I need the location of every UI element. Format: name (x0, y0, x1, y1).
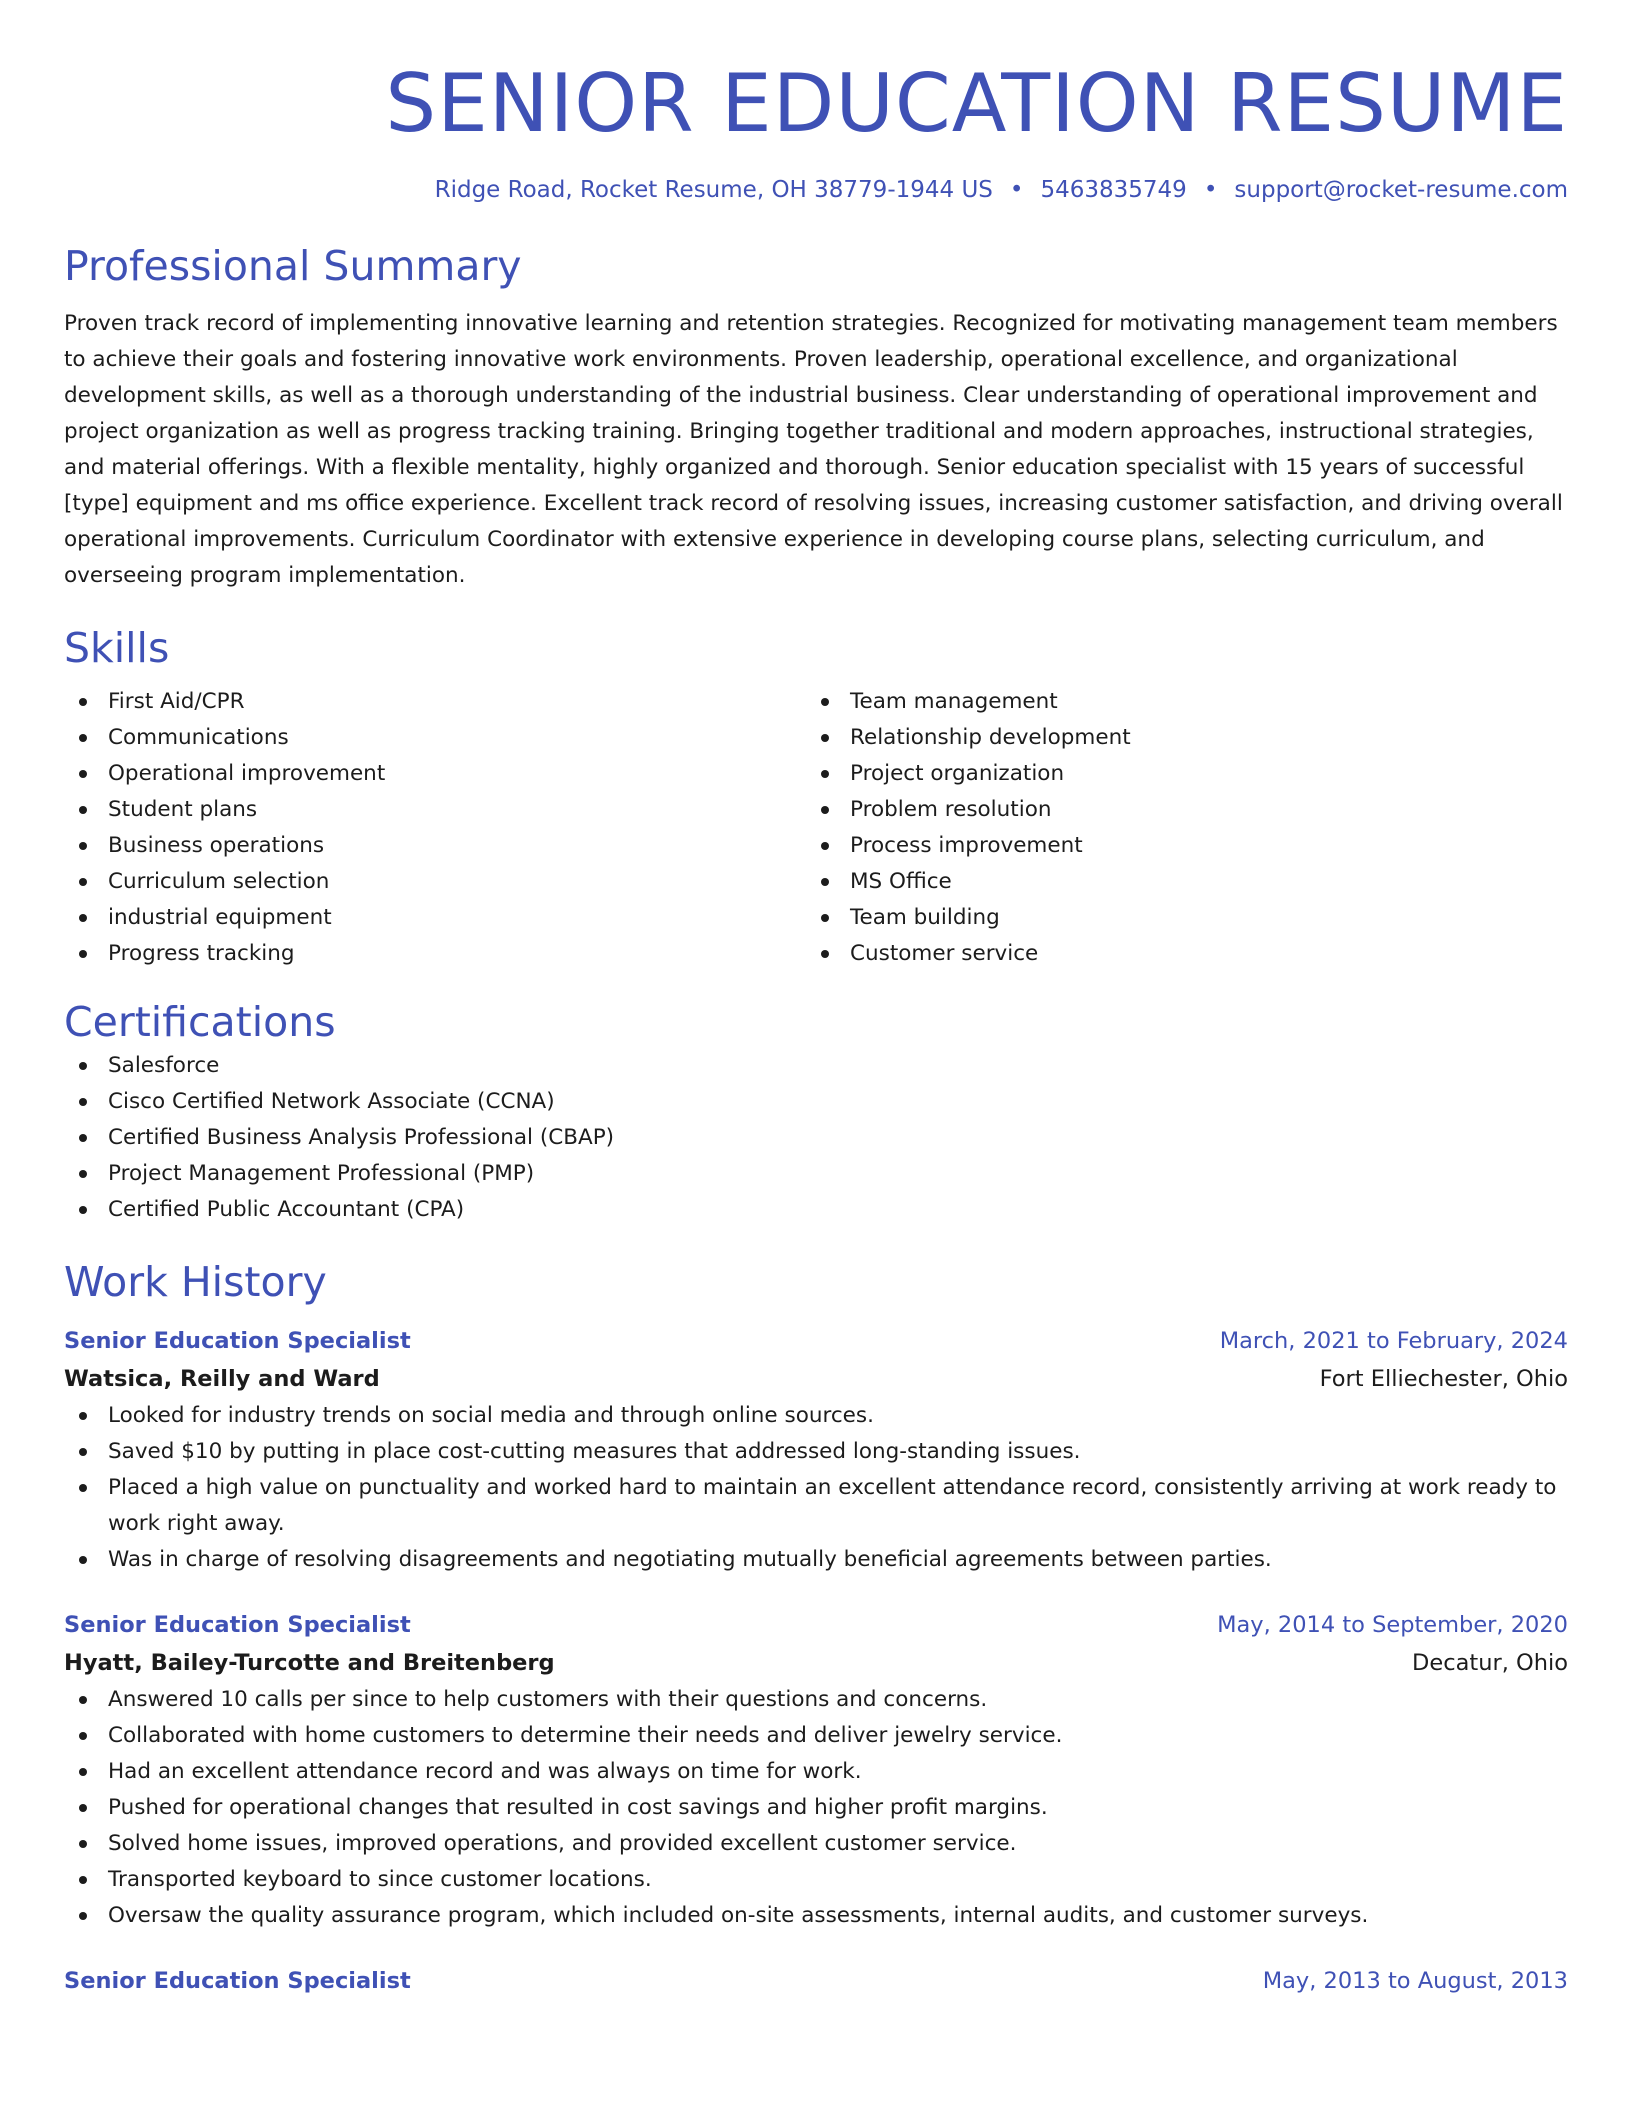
bullet-dot-icon (79, 1732, 87, 1740)
contact-email[interactable]: support@rocket-resume.com (1234, 177, 1568, 203)
certification-item-text: Project Management Professional (PMP) (108, 1161, 535, 1186)
bullet-dot-icon (79, 1556, 87, 1564)
job-dates: May, 2013 to August, 2013 (1262, 1968, 1568, 1994)
bullet-dot-icon (79, 1768, 87, 1776)
skill-item (806, 900, 1548, 936)
skill-item (64, 684, 806, 720)
skill-item (806, 720, 1548, 756)
contact-line (64, 174, 1568, 206)
bullet-dot-icon (79, 842, 87, 850)
job-company-row (64, 1644, 1568, 1682)
bullet-dot-icon (821, 770, 829, 778)
resume-page (64, 0, 1568, 2000)
job-bullet-item-text: Had an excellent attendance record and was always on time for work. (108, 1759, 862, 1784)
certification-item-text: Certified Public Accountant (CPA) (108, 1197, 465, 1222)
skill-item (64, 720, 806, 756)
job-bullet-item-text: Transported keyboard to since customer locations. (108, 1867, 652, 1892)
job-location: Decatur, Ohio (1412, 1650, 1568, 1676)
contact-separator: • (1009, 177, 1024, 203)
contact-separator: • (1203, 177, 1218, 203)
work-history-heading: Work History (64, 1258, 327, 1306)
job-bullet-list (64, 1682, 1568, 1934)
job-bullet-item (64, 1898, 1568, 1934)
skill-item-text: Operational improvement (108, 761, 386, 786)
skill-item (806, 792, 1548, 828)
bullet-dot-icon (79, 1098, 87, 1106)
job-bullet-item-text: Solved home issues, improved operations, and provided excellent customer service. (108, 1831, 1017, 1856)
job-bullet-item-text: Was in charge of resolving disagreements and negotiating mutually beneficial agreements between parties. (108, 1547, 1272, 1572)
skill-item (806, 684, 1548, 720)
skill-item-text: First Aid/CPR (108, 689, 245, 714)
skill-item-text: Student plans (108, 797, 258, 822)
bullet-dot-icon (79, 1840, 87, 1848)
bullet-dot-icon (79, 806, 87, 814)
job-bullet-item (64, 1542, 1568, 1578)
skill-item (806, 936, 1548, 972)
job-entry (64, 1322, 1568, 1578)
skill-item (64, 828, 806, 864)
skill-item-text: Team building (850, 905, 1000, 930)
certification-item (64, 1120, 1568, 1156)
bullet-dot-icon (79, 1696, 87, 1704)
skill-item-text: Curriculum selection (108, 869, 330, 894)
skill-item (64, 864, 806, 900)
skill-item-text: Problem resolution (850, 797, 1052, 822)
bullet-dot-icon (79, 878, 87, 886)
job-entry (64, 1606, 1568, 1934)
skill-item-text: MS Office (850, 869, 952, 894)
job-company: Watsica, Reilly and Ward (64, 1366, 380, 1392)
skills-column-left (64, 684, 806, 972)
job-dates: March, 2021 to February, 2024 (1219, 1328, 1568, 1354)
job-title: Senior Education Specialist (64, 1968, 411, 1994)
bullet-dot-icon (79, 1448, 87, 1456)
bullet-dot-icon (79, 1206, 87, 1214)
job-bullet-item-text: Answered 10 calls per since to help customers with their questions and concerns. (108, 1687, 988, 1712)
bullet-dot-icon (79, 1412, 87, 1420)
skill-item-text: Customer service (850, 941, 1039, 966)
bullet-dot-icon (821, 878, 829, 886)
job-dates: May, 2014 to September, 2020 (1217, 1612, 1568, 1638)
skill-item-text: Team management (850, 689, 1058, 714)
skills-list-left (64, 684, 806, 972)
bullet-dot-icon (79, 1912, 87, 1920)
bullet-dot-icon (821, 698, 829, 706)
job-bullet-item-text: Oversaw the quality assurance program, which included on-site assessments, internal audits, and customer surveys. (108, 1903, 1369, 1928)
job-bullet-item-text: Collaborated with home customers to determine their needs and deliver jewelry service. (108, 1723, 1063, 1748)
skills-grid (64, 684, 1568, 972)
summary-text: Proven track record of implementing innovative learning and retention strategies. Recognized for motivating management team members to achieve their goals and fostering innovative work environments. Proven leadership, operational excellence, and organizational development skills, as well as a thorough understanding of the industrial business. Clear understanding of operational improvement and project organization as well as progress tracking training. Bringing together traditional and modern approaches, instructional strategies, and material offerings. With a flexible mentality, highly organized and thorough. Senior education specialist with 15 years of successful [type] equipment and ms office experience. Excellent track record of resolving issues, increasing customer satisfaction, and driving overall operational improvements. Curriculum Coordinator with extensive experience in developing course plans, selecting curriculum, and overseeing program implementation. (64, 311, 1563, 588)
skill-item (64, 756, 806, 792)
certification-item-text: Cisco Certified Network Associate (CCNA) (108, 1089, 555, 1114)
job-bullet-item-text: Placed a high value on punctuality and worked hard to maintain an excellent attendance record, consistently arriving at work ready to work right away. (108, 1475, 1557, 1536)
job-bullet-item (64, 1718, 1568, 1754)
job-title-row (64, 1322, 1568, 1360)
skill-item-text: Business operations (108, 833, 325, 858)
work-history-list (64, 1322, 1568, 2000)
skills-heading: Skills (64, 624, 170, 672)
bullet-dot-icon (821, 842, 829, 850)
resume-title: SENIOR EDUCATION RESUME (385, 57, 1568, 150)
skill-item-text: industrial equipment (108, 905, 332, 930)
bullet-dot-icon (79, 914, 87, 922)
bullet-dot-icon (821, 914, 829, 922)
bullet-dot-icon (79, 950, 87, 958)
bullet-dot-icon (79, 1484, 87, 1492)
skill-item-text: Process improvement (850, 833, 1083, 858)
certification-item-text: Certified Business Analysis Professional (CBAP) (108, 1125, 615, 1150)
job-title-row (64, 1962, 1568, 2000)
job-bullet-item (64, 1862, 1568, 1898)
skills-list-right (806, 684, 1548, 972)
bullet-dot-icon (79, 1804, 87, 1812)
certifications-heading: Certifications (64, 998, 336, 1046)
certifications-list (64, 1048, 1568, 1228)
skill-item-text: Communications (108, 725, 289, 750)
bullet-dot-icon (79, 1062, 87, 1070)
job-company: Hyatt, Bailey-Turcotte and Breitenberg (64, 1650, 555, 1676)
job-title: Senior Education Specialist (64, 1328, 411, 1354)
job-bullet-item (64, 1754, 1568, 1790)
skill-item (806, 828, 1548, 864)
skill-item (806, 864, 1548, 900)
bullet-dot-icon (821, 734, 829, 742)
bullet-dot-icon (821, 806, 829, 814)
job-bullet-item-text: Pushed for operational changes that resulted in cost savings and higher profit margins. (108, 1795, 1048, 1820)
job-title-row (64, 1606, 1568, 1644)
bullet-dot-icon (79, 734, 87, 742)
certification-item (64, 1084, 1568, 1120)
bullet-dot-icon (79, 1170, 87, 1178)
bullet-dot-icon (79, 770, 87, 778)
job-bullet-list (64, 1398, 1568, 1578)
certification-item (64, 1048, 1568, 1084)
skill-item (64, 936, 806, 972)
skill-item-text: Project organization (850, 761, 1065, 786)
job-bullet-item (64, 1682, 1568, 1718)
job-bullet-item (64, 1470, 1568, 1542)
job-bullet-item-text: Saved $10 by putting in place cost-cutting measures that addressed long-standing issues. (108, 1439, 1081, 1464)
bullet-dot-icon (821, 950, 829, 958)
job-company-row (64, 1360, 1568, 1398)
skill-item-text: Progress tracking (108, 941, 295, 966)
job-bullet-item (64, 1826, 1568, 1862)
certification-item (64, 1156, 1568, 1192)
job-title: Senior Education Specialist (64, 1612, 411, 1638)
skills-column-right (806, 684, 1548, 972)
certification-item (64, 1192, 1568, 1228)
job-bullet-item-text: Looked for industry trends on social media and through online sources. (108, 1403, 874, 1428)
job-bullet-item (64, 1790, 1568, 1826)
contact-phone: 5463835749 (1040, 177, 1187, 203)
job-location: Fort Elliechester, Ohio (1319, 1366, 1568, 1392)
skill-item-text: Relationship development (850, 725, 1131, 750)
job-bullet-item (64, 1434, 1568, 1470)
summary-heading: Professional Summary (64, 242, 522, 290)
contact-address: Ridge Road, Rocket Resume, OH 38779-1944 US (434, 177, 993, 203)
bullet-dot-icon (79, 698, 87, 706)
bullet-dot-icon (79, 1134, 87, 1142)
certification-item-text: Salesforce (108, 1053, 220, 1078)
bullet-dot-icon (79, 1876, 87, 1884)
skill-item (806, 756, 1548, 792)
job-entry (64, 1962, 1568, 2000)
skill-item (64, 792, 806, 828)
skill-item (64, 900, 806, 936)
job-bullet-item (64, 1398, 1568, 1434)
